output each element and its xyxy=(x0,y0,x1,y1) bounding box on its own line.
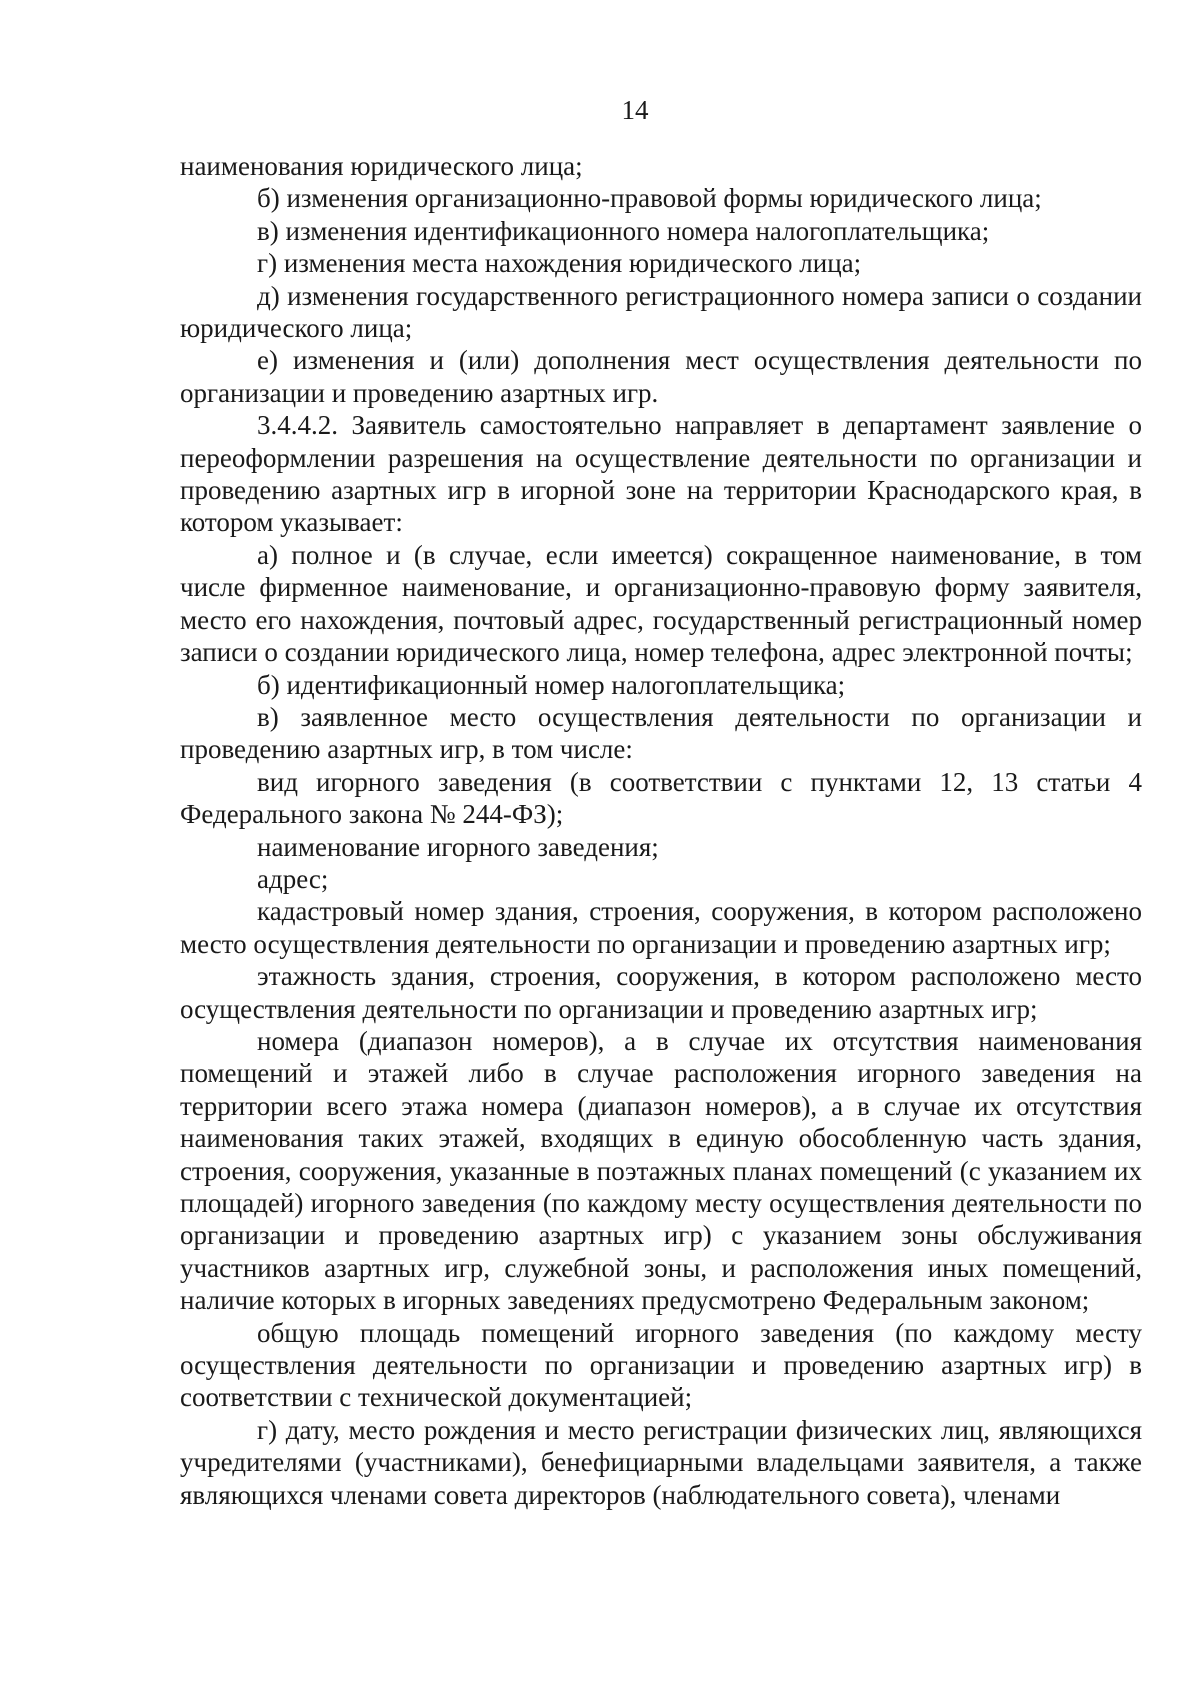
paragraph: г) изменения места нахождения юридического лица; xyxy=(257,248,862,279)
paragraph: вид игорного заведения (в соответствии с пунктами 12, 13 статьи 4 Федерального закона № 244-ФЗ); xyxy=(180,766,1142,830)
paragraph: б) идентификационный номер налогоплательщика; xyxy=(257,669,846,700)
paragraph: в) заявленное место осуществления деятельности по организации и проведению азартных игр, в том числе: xyxy=(180,701,1142,765)
paragraph: б) изменения организационно-правовой формы юридического лица; xyxy=(257,183,1042,214)
paragraph: этажность здания, строения, сооружения, в котором расположено место осуществления деятельности по организации и проведению азартных игр; xyxy=(180,961,1142,1024)
paragraph: е) изменения и (или) дополнения мест осуществления деятельности по организации и проведению азартных игр. xyxy=(180,345,1142,408)
paragraph: номера (диапазон номеров), а в случае их отсутствия наименования помещений и этажей либо в случае расположения игорного заведения на территории всего этажа номера (диапазон номеров), а в случае их отсутствия наименования таких этажей, входящих в единую обособленную часть здания, строения, сооружения, указанные в поэтажных планах помещений (с указанием их площадей) игорного заведения (по каждому месту осуществления деятельности по организации и проведению азартных игр) с указанием зоны обслуживания участников азартных игр, служебной зоны, и расположения иных помещений, наличие которых в игорных заведениях предусмотрено Федеральным законом; xyxy=(180,1025,1142,1316)
paragraph: общую площадь помещений игорного заведения (по каждому месту осуществления деятельности по организации и проведению азартных игр) в соответствии с технической документацией; xyxy=(180,1317,1142,1413)
paragraph: д) изменения государственного регистрационного номера записи о создании юридического лица; xyxy=(180,280,1142,344)
page-number: 14 xyxy=(621,95,649,125)
paragraph: кадастровый номер здания, строения, сооружения, в котором расположено место осуществления деятельности по организации и проведению азартных игр; xyxy=(180,896,1142,959)
paragraph: 3.4.4.2. Заявитель самостоятельно направляет в департамент заявление о переоформлении разрешения на осуществление деятельности по организации и проведению азартных игр в игорной зоне на территории Краснодарского края, в котором указывает: xyxy=(180,410,1142,538)
document-body xyxy=(180,150,1142,1511)
paragraph: адрес; xyxy=(257,863,329,894)
paragraph: наименования юридического лица; xyxy=(180,151,583,181)
paragraph: а) полное и (в случае, если имеется) сокращенное наименование, в том числе фирменное наименование, и организационно-правовую форму заявителя, место его нахождения, почтовый адрес, государственный регистрационный номер записи о создании юридического лица, номер телефона, адрес электронной почты; xyxy=(180,539,1142,668)
paragraph: наименование игорного заведения; xyxy=(257,831,659,862)
paragraph: в) изменения идентификационного номера налогоплательщика; xyxy=(257,215,990,246)
paragraph: г) дату, место рождения и место регистрации физических лиц, являющихся учредителями (участниками), бенефициарными владельцами заявителя, а также являющихся членами совета директоров (наблюдательного совета), членами xyxy=(180,1414,1142,1510)
